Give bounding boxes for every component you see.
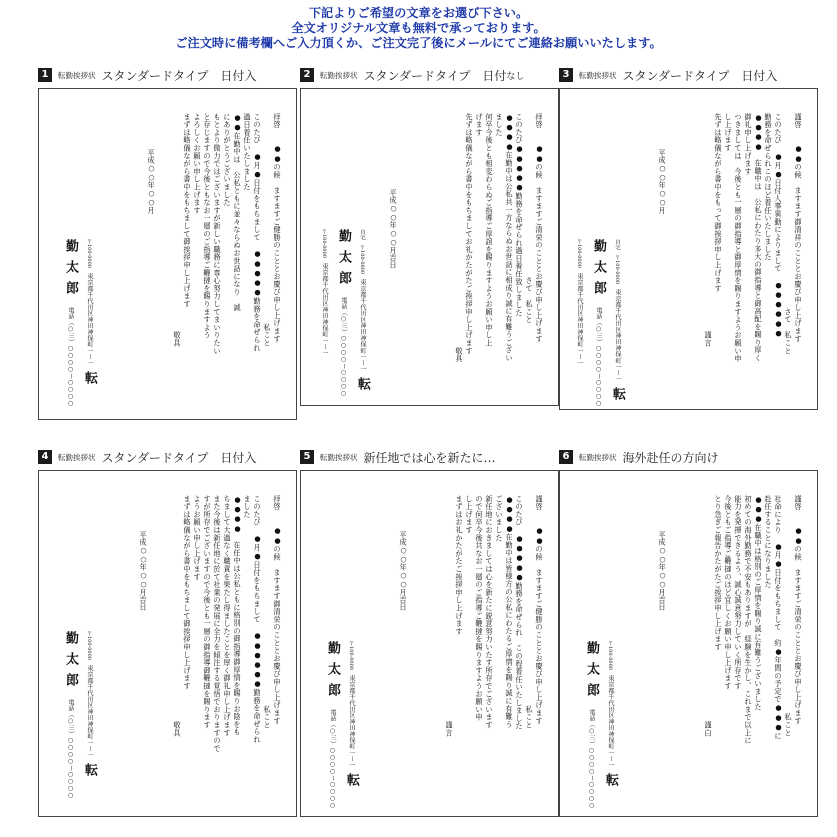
sender-address: 東京都千代田区神田神保町一ー一 <box>86 273 93 367</box>
card-category: 転勤挨拶状 <box>579 452 617 462</box>
sender-home-zip: 〒100-0000 <box>359 245 365 275</box>
letter-preview <box>38 88 297 420</box>
letter-date: 平成○○年○○月吉日 <box>658 531 667 611</box>
card-type-label: スタンダードタイプ 日付入 <box>622 68 778 83</box>
sender-home-label: 自宅 <box>359 229 365 240</box>
sender-phone: 電話（○三）○○○○ー○○○○ <box>67 699 74 800</box>
sender-address: 東京都千代田区神田神保町一ー一 <box>86 665 93 759</box>
card-category: 転勤挨拶状 <box>579 70 617 80</box>
letter-date: 平成○○年○○月吉日 <box>399 531 408 611</box>
card-title <box>38 448 256 466</box>
sender-phone: 電話（○三）○○○○ー○○○○ <box>588 709 595 810</box>
sender-home-address: 東京都千代田区神田神保町一ー一 <box>359 279 366 373</box>
letter-date: 平成○○年○○月吉日 <box>139 531 148 611</box>
sender-zip: 〒100-0000 <box>86 239 92 268</box>
sender-block <box>61 239 99 409</box>
letter-body: 拝啓 ●●の候 ますますご健勝のこととお慶び申し上げます 私こと このたび ●月●日付をもちまして ●●●●●勤務を命ぜられ 過日着任いたしました ●●在勤中は 公私ともに並々ならぬお世話になり 誠 にありがとうございました もとより微力ではございますが新しい職務に専心努力してまいりたい と存じますので今後ともなお一層のご指導ご鞭撻を賜りますよう よろしくお願い申し上げます まずは略儀ながら書中をもちまして御挨拶申し上げます 敬具 <box>173 113 282 355</box>
sender-address: 東京都千代田区神田神保町一ー一 <box>348 675 355 769</box>
card-category: 転勤挨拶状 <box>58 70 96 80</box>
card-type-label: スタンダードタイプ 日付入 <box>101 68 257 83</box>
letter-body: 謹啓 ●●の候 ますますご清栄のこととお慶び申し上げます 私こと 社命により ●月●日付をもちまして 約●年間の予定で●●●に 赴任することになりました ●●●在職中は格別のご厚情を賜り誠に有難うございました 初めての海外勤務で不安もありますが 経験を生かし、これまで以上に 能力を発揮できるよう、誠心誠意努力していく所存です 今後ともご指導ご鞭撻のほど宜しくお願い申し上げます とり急ぎご報告かたがたご挨拶申し上げます 謹白 <box>704 495 803 745</box>
card-title <box>300 66 524 84</box>
sender-phone: 電話（○三）○○○○ー○○○○ <box>340 297 347 398</box>
letter-date: 平成○○年○○月吉日 <box>389 189 398 269</box>
sender-address: 東京都千代田区神田神保町一ー一 <box>576 273 583 367</box>
card-number-badge: 1 <box>38 68 52 82</box>
sender-name: 転勤太郎 <box>63 239 97 393</box>
sender-name: 転勤太郎 <box>584 641 618 795</box>
instruction-header <box>0 6 837 51</box>
sender-home-label: 自宅 <box>614 239 620 250</box>
card-number-badge: 6 <box>559 450 573 464</box>
card-title <box>559 448 719 466</box>
sender-block <box>582 641 620 811</box>
sender-name: 転勤太郎 <box>591 239 625 409</box>
instruction-line-1: 下記よりご希望の文章をお選び下さい。 <box>308 6 529 20</box>
card-title <box>38 66 256 84</box>
card-title <box>559 66 777 84</box>
instruction-line-3: ご注文時に備考欄へご入力頂くか、ご注文完了後にメールにてご連絡お願いいたします。 <box>175 36 662 50</box>
card-type-label: スタンダードタイプ 日付入 <box>101 450 257 465</box>
sender-block <box>61 631 99 801</box>
card-category: 転勤挨拶状 <box>58 452 96 462</box>
letter-date: 平成○○年○○月 <box>658 149 667 214</box>
sender-zip: 〒100-0000 <box>607 641 613 670</box>
sender-name: 転勤太郎 <box>336 229 370 399</box>
sender-zip: 〒100-0000 <box>86 631 92 660</box>
sender-phone: 電話（○三）○○○○ー○○○○ <box>595 307 602 408</box>
card-type-label: 新任地では心を新たに… <box>363 450 496 465</box>
sender-name: 転勤太郎 <box>325 641 359 795</box>
sender-phone: 電話（○三）○○○○ー○○○○ <box>67 307 74 408</box>
sender-home-zip: 〒100-0000 <box>614 255 620 285</box>
card-type-label: 海外赴任の方向け <box>622 450 719 465</box>
sender-block <box>315 229 372 399</box>
sender-home-address: 東京都千代田区神田神保町一ー一 <box>614 289 621 383</box>
letter-preview <box>300 470 559 817</box>
card-number-badge: 5 <box>300 450 314 464</box>
sender-block <box>570 239 627 409</box>
sender-zip: 〒100-0000 <box>321 229 327 258</box>
sender-name: 転勤太郎 <box>63 631 97 785</box>
card-number-badge: 4 <box>38 450 52 464</box>
sender-address: 東京都千代田区神田神保町一ー一 <box>607 675 614 769</box>
card-category: 転勤挨拶状 <box>320 452 358 462</box>
letter-body: 謹啓 ●●の候 ますますご健勝のこととお慶び申し上げます 私こと このたび ●●●●●勤務を命ぜられ この程着任いたしました ●●●●在勤中は皆様方の公私にわたるご厚情を賜り誠に有難う ございました 新任地におきましては心を新たに鋭意努力いたす所存でございます ので何卒今後共なお一層のご指導ご鞭撻を賜りますようお願い申 し上げます まずはお礼かたがたご挨拶申し上げます 謹言 <box>445 495 544 737</box>
sender-zip: 〒100-0000 <box>576 239 582 268</box>
card-number-badge: 2 <box>300 68 314 82</box>
sender-phone: 電話（○三）○○○○ー○○○○ <box>329 709 336 810</box>
letter-preview <box>559 88 818 410</box>
letter-body: 謹啓 ●●の候 ますます御清祥のこととお慶び申し上げます さて 私こと このたび ●月●日付人事異動によりまして ●●●●●● 勤務を命ぜられこのほど着任いたしました ●●●● 在職中は 公私にわたり多大の御指導と御高配を賜り厚く 御礼申し上げます つきましては 今後とも一層の御指導と御厚情を賜りますようお願い申 し上げます 先ずは略儀ながら書中をもって御挨拶申し上げます 謹言 <box>704 113 803 363</box>
sender-block <box>323 641 361 811</box>
letter-preview <box>38 470 297 817</box>
sender-address: 東京都千代田区神田神保町一ー一 <box>321 263 328 357</box>
sender-zip: 〒100-0000 <box>348 641 354 670</box>
card-type-suffix: なし <box>506 71 525 82</box>
instruction-line-2: 全文オリジナル文章も無料で承っております。 <box>291 21 546 35</box>
letter-body: 拝啓 ●●の候 ますますご清栄のこととお慶び申し上げます さて 私こと このたび●●●●●勤務を命ぜられ過日着任致しました ●●●●在勤中は公私共一方ならぬお世話に相成り誠に有難うござい ました 何卒今後とも相変わらぬご指導ご厚誼を賜りますようお願い申し上 げます 先ずは略儀ながら書中をもちましてお礼かたがたご挨拶申し上げます 敬具 <box>455 113 544 363</box>
card-category: 転勤挨拶状 <box>320 70 358 80</box>
letter-date: 平成○○年○○月 <box>147 149 156 214</box>
letter-preview <box>559 470 818 817</box>
card-title <box>300 448 496 466</box>
card-number-badge: 3 <box>559 68 573 82</box>
letter-body: 拝啓 ●●の候 ますます御清栄のこととお慶び申し上げます 私こと このたび ●月●日付をもちまして ●●●●●●勤務を命ぜられ ました ●●●● 在任中は公私ともに格別の御指導御厚情を賜りお陰をも ちまして大過なく職責を果たし得ましたことを厚く御礼申し上げます また今後は新任地に於て社業の発展に全力を傾注する覚悟でおりますので すが所存でございますので今後とも一層の御指導御鞭撻を賜ります ようお願い申し上げます まずは略儀ながら書中をもちまして御挨拶申し上げます 敬具 <box>173 495 282 753</box>
card-type-label: スタンダードタイプ 日付 <box>363 68 507 83</box>
letter-preview <box>300 88 559 406</box>
